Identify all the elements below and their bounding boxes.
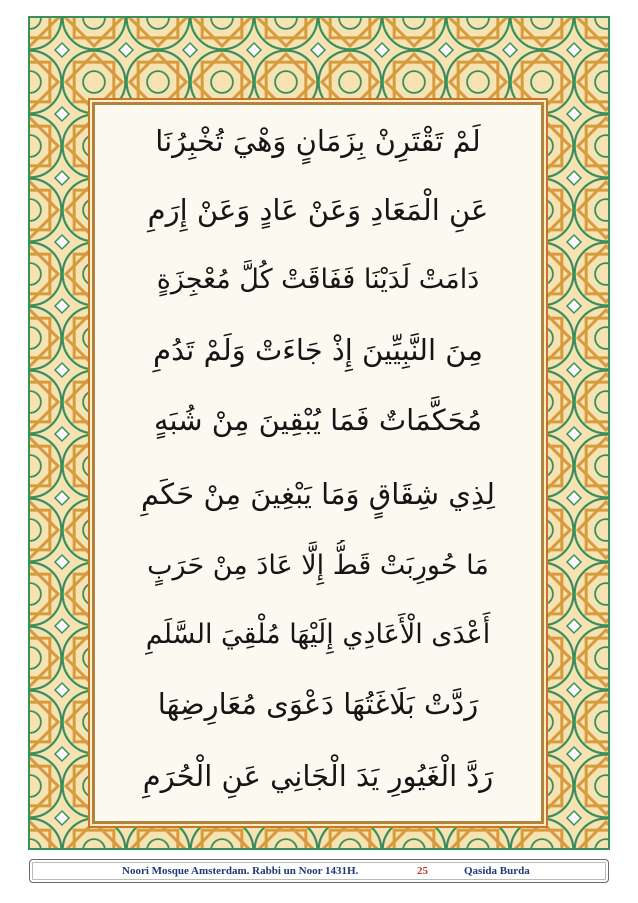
verse-line-6: لِذِي شِقَاقٍ وَمَا يَبْغِينَ مِنْ حَكَمِ [140,477,496,511]
verse-line-10: رَدَّ الْغَيُورِ يَدَ الْجَانِي عَنِ الْحُرَمِ [142,759,494,793]
verse-line-2: عَنِ الْمَعَادِ وَعَنْ عَادٍ وَعَنْ إِرَمِ [147,193,489,227]
verse-line-7: مَا حُورِبَتْ قَطُّ إِلَّا عَادَ مِنْ حَرَبٍ [147,550,489,581]
page-footer [29,859,609,883]
verse-line-8: أَعْدَى الْأَعَادِي إِلَيْهَا مُلْقِيَ السَّلَمِ [145,619,491,650]
verse-line-9: رَدَّتْ بَلَاغَتُهَا دَعْوَى مُعَارِضِهَا [157,687,479,721]
verse-line-5: مُحَكَّمَاتٌ فَمَا يُبْقِينَ مِنْ شُبَهٍ [153,403,483,437]
verse-line-3: دَامَتْ لَدَيْنَا فَفَاقَتْ كُلَّ مُعْجِزَةٍ [156,264,480,295]
footer-publisher: Noori Mosque Amsterdam. Rabbi un Noor 1431H. [122,865,359,877]
footer-book-title: Qasida Burda [464,865,530,877]
verse-line-4: مِنَ النَّبِيِّينَ إِذْ جَاءَتْ وَلَمْ تَدُمِ [153,333,483,367]
verse-line-1: لَمْ تَقْتَرِنْ بِزَمَانٍ وَهْيَ تُخْبِرُنَا [155,124,481,158]
page-number: 25 [417,865,428,877]
